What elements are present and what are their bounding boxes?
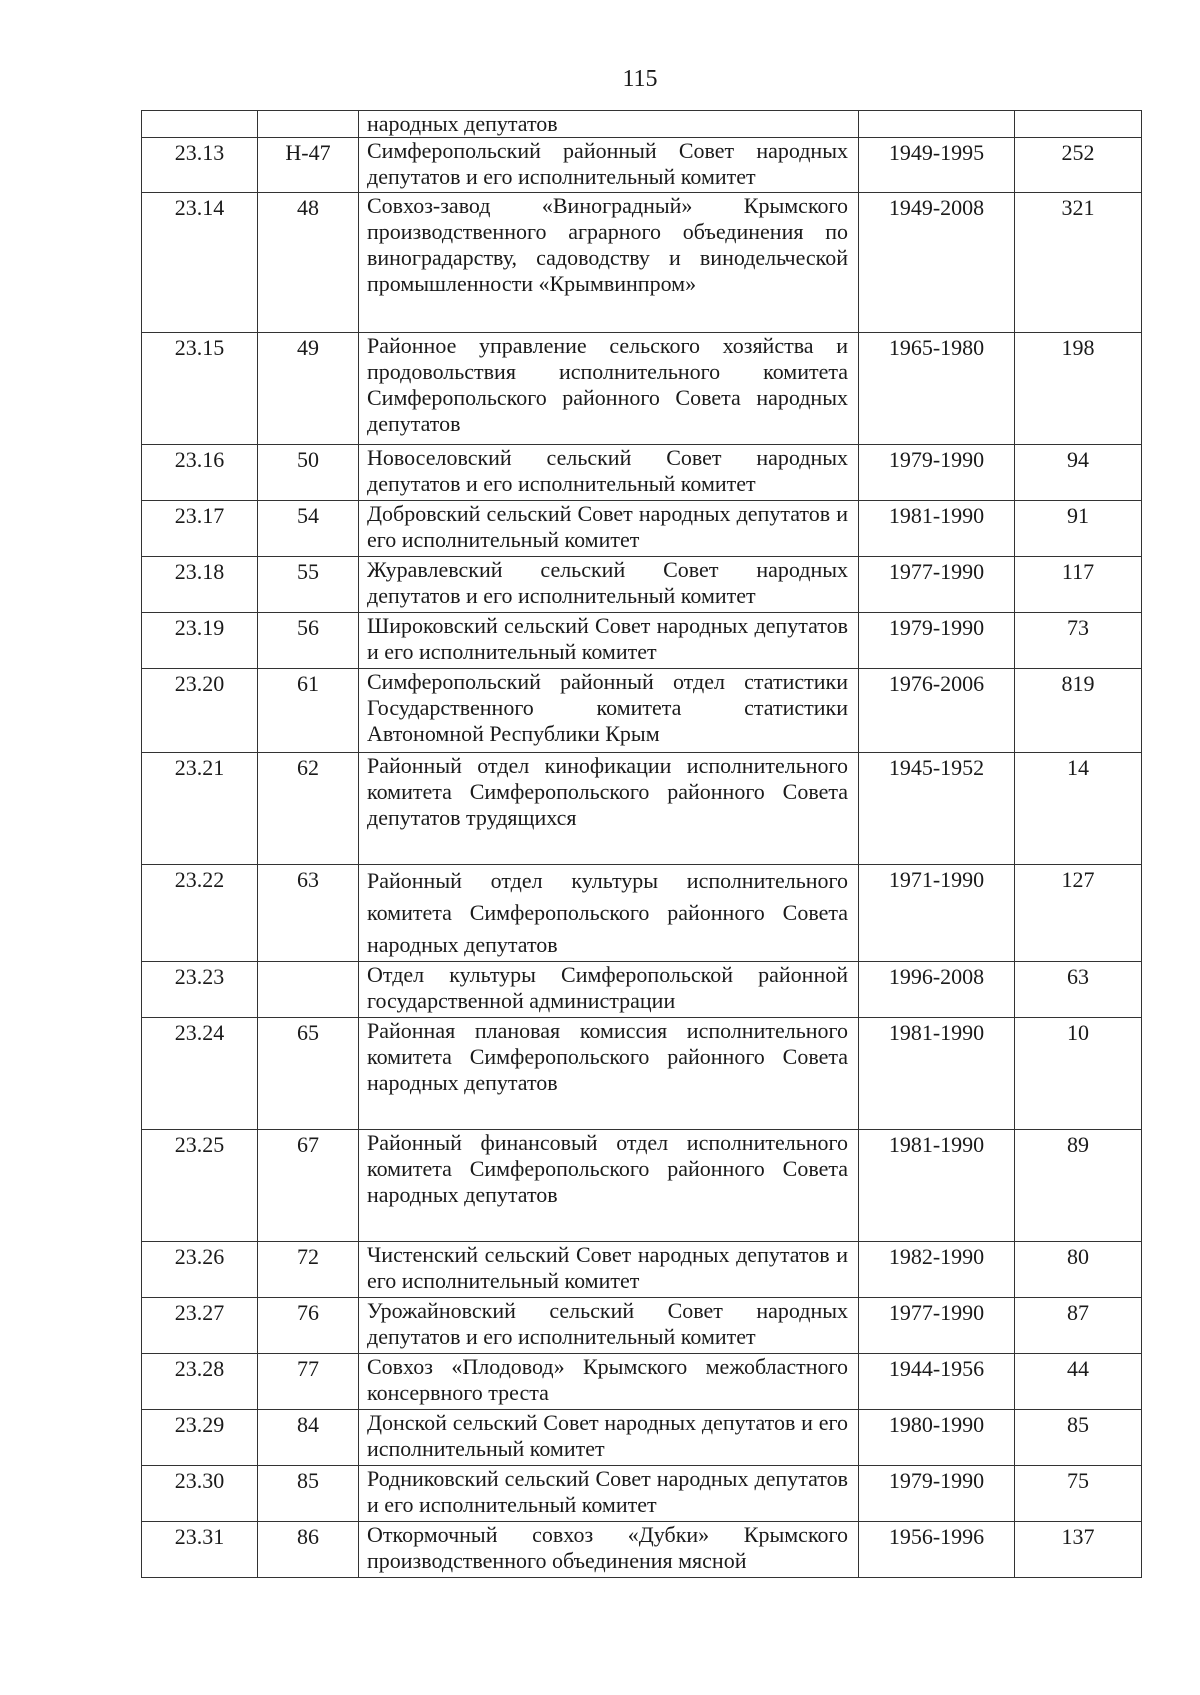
fund-name-cell: Районный отдел культуры исполнительного комитета Симферопольского районного Совета народных депутатов <box>359 865 859 962</box>
years-cell: 1949-2008 <box>859 193 1015 333</box>
table-row <box>142 1018 1142 1130</box>
years-cell: 1981-1990 <box>859 501 1015 557</box>
row-number-cell: 23.27 <box>142 1298 258 1354</box>
table-row <box>142 1466 1142 1522</box>
items-count-cell: 94 <box>1015 445 1142 501</box>
fund-name-cell: Совхоз «Плодовод» Крымского межобластного консервного треста <box>359 1354 859 1410</box>
fund-name-cell: Районная плановая комиссия исполнительного комитета Симферопольского районного Совета народных депутатов <box>359 1018 859 1130</box>
items-count-cell: 127 <box>1015 865 1142 962</box>
fund-number-cell: 50 <box>258 445 359 501</box>
items-count-cell: 10 <box>1015 1018 1142 1130</box>
table-row <box>142 1410 1142 1466</box>
fund-name-cell: народных депутатов <box>359 111 859 138</box>
fund-name-cell: Новоселовский сельский Совет народных депутатов и его исполнительный комитет <box>359 445 859 501</box>
years-cell: 1996-2008 <box>859 962 1015 1018</box>
row-number-cell: 23.19 <box>142 613 258 669</box>
fund-number-cell: 65 <box>258 1018 359 1130</box>
items-count-cell: 14 <box>1015 753 1142 865</box>
years-cell: 1982-1990 <box>859 1242 1015 1298</box>
row-number-cell: 23.14 <box>142 193 258 333</box>
row-number-cell: 23.20 <box>142 669 258 753</box>
fund-number-cell: 55 <box>258 557 359 613</box>
row-number-cell: 23.31 <box>142 1522 258 1578</box>
items-count-cell: 89 <box>1015 1130 1142 1242</box>
items-count-cell: 44 <box>1015 1354 1142 1410</box>
fund-number-cell: 72 <box>258 1242 359 1298</box>
table-row <box>142 865 1142 962</box>
row-number-cell: 23.25 <box>142 1130 258 1242</box>
years-cell: 1977-1990 <box>859 557 1015 613</box>
items-count-cell: 819 <box>1015 669 1142 753</box>
row-number-cell: 23.18 <box>142 557 258 613</box>
years-cell: 1981-1990 <box>859 1018 1015 1130</box>
fund-name-cell: Добровский сельский Совет народных депутатов и его исполнительный комитет <box>359 501 859 557</box>
items-count-cell <box>1015 111 1142 138</box>
years-cell: 1980-1990 <box>859 1410 1015 1466</box>
fund-name-cell: Урожайновский сельский Совет народных депутатов и его исполнительный комитет <box>359 1298 859 1354</box>
row-number-cell: 23.28 <box>142 1354 258 1410</box>
row-number-cell: 23.13 <box>142 138 258 193</box>
years-cell: 1976-2006 <box>859 669 1015 753</box>
items-count-cell: 80 <box>1015 1242 1142 1298</box>
table-row <box>142 1522 1142 1578</box>
years-cell: 1945-1952 <box>859 753 1015 865</box>
row-number-cell: 23.29 <box>142 1410 258 1466</box>
table-row <box>142 138 1142 193</box>
row-number-cell: 23.21 <box>142 753 258 865</box>
fund-number-cell: 61 <box>258 669 359 753</box>
fund-name-cell: Чистенский сельский Совет народных депутатов и его исполнительный комитет <box>359 1242 859 1298</box>
row-number-cell: 23.23 <box>142 962 258 1018</box>
fund-name-cell: Родниковский сельский Совет народных депутатов и его исполнительный комитет <box>359 1466 859 1522</box>
years-cell: 1981-1990 <box>859 1130 1015 1242</box>
fund-number-cell: 63 <box>258 865 359 962</box>
fund-number-cell: 84 <box>258 1410 359 1466</box>
table-row <box>142 1354 1142 1410</box>
fund-number-cell: 77 <box>258 1354 359 1410</box>
items-count-cell: 91 <box>1015 501 1142 557</box>
years-cell: 1979-1990 <box>859 445 1015 501</box>
years-cell: 1979-1990 <box>859 1466 1015 1522</box>
table-row <box>142 753 1142 865</box>
row-number-cell <box>142 111 258 138</box>
table-row <box>142 501 1142 557</box>
fund-name-cell: Районный финансовый отдел исполнительного комитета Симферопольского районного Совета народных депутатов <box>359 1130 859 1242</box>
table-row <box>142 1130 1142 1242</box>
fund-number-cell: 76 <box>258 1298 359 1354</box>
items-count-cell: 117 <box>1015 557 1142 613</box>
page-number: 115 <box>622 66 658 92</box>
items-count-cell: 321 <box>1015 193 1142 333</box>
table-row <box>142 1242 1142 1298</box>
years-cell: 1977-1990 <box>859 1298 1015 1354</box>
items-count-cell: 137 <box>1015 1522 1142 1578</box>
fund-name-cell: Отдел культуры Симферопольской районной государственной администрации <box>359 962 859 1018</box>
fund-name-cell: Откормочный совхоз «Дубки» Крымского производственного объединения мясной <box>359 1522 859 1578</box>
table-row <box>142 1298 1142 1354</box>
years-cell: 1944-1956 <box>859 1354 1015 1410</box>
fund-number-cell <box>258 962 359 1018</box>
years-cell <box>859 111 1015 138</box>
fund-number-cell: 48 <box>258 193 359 333</box>
table-row <box>142 333 1142 445</box>
fund-number-cell <box>258 111 359 138</box>
fund-name-cell: Широковский сельский Совет народных депутатов и его исполнительный комитет <box>359 613 859 669</box>
fund-name-cell: Журавлевский сельский Совет народных депутатов и его исполнительный комитет <box>359 557 859 613</box>
fund-name-cell: Совхоз-завод «Виноградный» Крымского производственного аграрного объединения по виноградарству, садоводству и винодельческой промышленности «Крымвинпром» <box>359 193 859 333</box>
fund-name-cell: Симферопольский районный отдел статистики Государственного комитета статистики Автономной Республики Крым <box>359 669 859 753</box>
row-number-cell: 23.30 <box>142 1466 258 1522</box>
years-cell: 1965-1980 <box>859 333 1015 445</box>
table-body <box>142 111 1142 1578</box>
items-count-cell: 75 <box>1015 1466 1142 1522</box>
row-number-cell: 23.22 <box>142 865 258 962</box>
items-count-cell: 63 <box>1015 962 1142 1018</box>
fund-name-cell: Донской сельский Совет народных депутатов и его исполнительный комитет <box>359 1410 859 1466</box>
table-row <box>142 557 1142 613</box>
fund-number-cell: 54 <box>258 501 359 557</box>
fund-number-cell: 86 <box>258 1522 359 1578</box>
row-number-cell: 23.17 <box>142 501 258 557</box>
fund-number-cell: 62 <box>258 753 359 865</box>
row-number-cell: 23.16 <box>142 445 258 501</box>
row-number-cell: 23.26 <box>142 1242 258 1298</box>
items-count-cell: 252 <box>1015 138 1142 193</box>
row-number-cell: 23.24 <box>142 1018 258 1130</box>
table-row <box>142 669 1142 753</box>
years-cell: 1956-1996 <box>859 1522 1015 1578</box>
table-row <box>142 193 1142 333</box>
table-row <box>142 613 1142 669</box>
fund-number-cell: Н-47 <box>258 138 359 193</box>
fund-number-cell: 67 <box>258 1130 359 1242</box>
items-count-cell: 198 <box>1015 333 1142 445</box>
years-cell: 1979-1990 <box>859 613 1015 669</box>
fund-name-cell: Районный отдел кинофикации исполнительного комитета Симферопольского районного Совета депутатов трудящихся <box>359 753 859 865</box>
years-cell: 1971-1990 <box>859 865 1015 962</box>
archive-fund-table <box>141 110 1142 1578</box>
years-cell: 1949-1995 <box>859 138 1015 193</box>
fund-number-cell: 49 <box>258 333 359 445</box>
table-row <box>142 962 1142 1018</box>
items-count-cell: 87 <box>1015 1298 1142 1354</box>
fund-name-cell: Районное управление сельского хозяйства и продовольствия исполнительного комитета Симферопольского районного Совета народных депутатов <box>359 333 859 445</box>
items-count-cell: 85 <box>1015 1410 1142 1466</box>
row-number-cell: 23.15 <box>142 333 258 445</box>
fund-number-cell: 56 <box>258 613 359 669</box>
table-row <box>142 445 1142 501</box>
table-row <box>142 111 1142 138</box>
fund-number-cell: 85 <box>258 1466 359 1522</box>
fund-name-cell: Симферопольский районный Совет народных депутатов и его исполнительный комитет <box>359 138 859 193</box>
items-count-cell: 73 <box>1015 613 1142 669</box>
